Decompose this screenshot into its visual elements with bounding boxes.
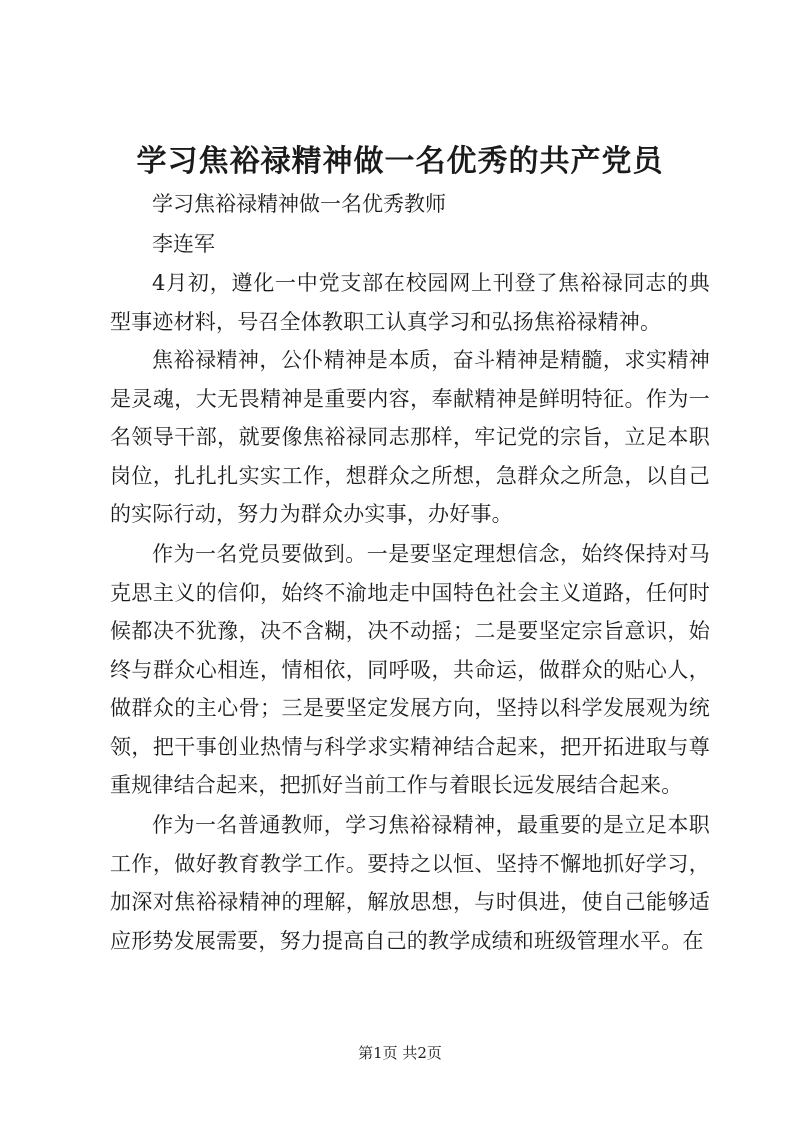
document-subtitle: 学习焦裕禄精神做一名优秀教师 (152, 192, 446, 216)
paragraph-1: 4月初，遵化一中党支部在校园网上刊登了焦裕禄同志的典型事迹材料，号召全体教职工认真学习和弘扬焦裕禄精神。 (110, 271, 710, 334)
paragraph-4: 作为一名普通教师，学习焦裕禄精神，最重要的是立足本职工作，做好教育教学工作。要持之以恒、坚持不懈地抓好学习，加深对焦裕禄精神的理解，解放思想，与时俱进，使自己能够适应形势发展需要，努力提高自己的教学成绩和班级管理水平。在 (110, 813, 710, 953)
author-name: 李连军 (152, 232, 215, 256)
document-title: 学习焦裕禄精神做一名优秀的共产党员 (136, 144, 664, 179)
paragraph-3: 作为一名党员要做到。一是要坚定理想信念，始终保持对马克思主义的信仰，始终不渝地走中国特色社会主义道路，任何时候都决不犹豫，决不含糊，决不动摇；二是要坚定宗旨意识，始终与群众心相连，情相依，同呼吸，共命运，做群众的贴心人，做群众的主心骨；三是要坚定发展方向，坚持以科学发展观为统领，把干事创业热情与科学求实精神结合起来，把开拓进取与尊重规律结合起来，把抓好当前工作与着眼长远发展结合起来。 (110, 542, 710, 797)
paragraph-2: 焦裕禄精神，公仆精神是本质，奋斗精神是精髓，求实精神是灵魂，大无畏精神是重要内容，奉献精神是鲜明特征。作为一名领导干部，就要像焦裕禄同志那样，牢记党的宗旨，立足本职岗位，扎扎扎实实工作，想群众之所想，急群众之所急，以自己的实际行动，努力为群众办实事，办好事。 (110, 348, 710, 526)
page-footer: 第1页 共2页 (358, 1044, 442, 1062)
